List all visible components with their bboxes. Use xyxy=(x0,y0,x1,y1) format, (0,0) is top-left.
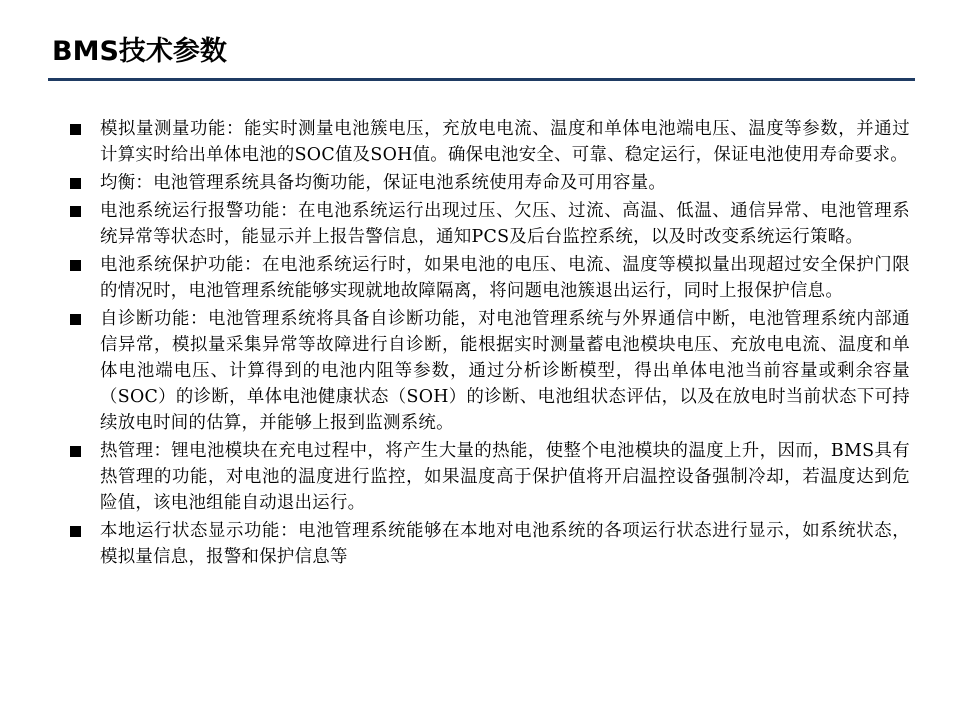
bullet-text: 均衡：电池管理系统具备均衡功能，保证电池系统使用寿命及可用容量。 xyxy=(100,173,667,193)
square-bullet-icon xyxy=(70,124,81,135)
bullet-item-alarm xyxy=(70,198,910,250)
bullet-item-thermal-management xyxy=(70,438,910,516)
square-bullet-icon xyxy=(70,314,81,325)
bullet-text: 电池系统保护功能：在电池系统运行时，如果电池的电压、电流、温度等模拟量出现超过安全保护门限的情况时，电池管理系统能够实现就地故障隔离，将问题电池簇退出运行，同时上报保护信息。 xyxy=(100,255,910,301)
bullet-text: 自诊断功能：电池管理系统将具备自诊断功能，对电池管理系统与外界通信中断，电池管理系统内部通信异常，模拟量采集异常等故障进行自诊断，能根据实时测量蓄电池模块电压、充放电电流、温度和单体电池端电压、计算得到的电池内阻等参数，通过分析诊断模型，得出单体电池当前容量或剩余容量（SOC）的诊断，单体电池健康状态（SOH）的诊断、电池组状态评估，以及在放电时当前状态下可持续放电时间的估算，并能够上报到监测系统。 xyxy=(100,309,910,433)
bullet-text: 热管理：锂电池模块在充电过程中，将产生大量的热能，使整个电池模块的温度上升，因而，BMS具有热管理的功能，对电池的温度进行监控，如果温度高于保护值将开启温控设备强制冷却，若温度达到危险值，该电池组能自动退出运行。 xyxy=(100,441,910,513)
title-divider xyxy=(48,78,915,81)
bullet-item-balancing xyxy=(70,170,910,196)
bullet-list xyxy=(70,116,910,572)
bullet-item-protection xyxy=(70,252,910,304)
bullet-item-self-diagnosis xyxy=(70,306,910,436)
bullet-text: 模拟量测量功能：能实时测量电池簇电压，充放电电流、温度和单体电池端电压、温度等参数，并通过计算实时给出单体电池的SOC值及SOH值。确保电池安全、可靠、稳定运行，保证电池使用寿命要求。 xyxy=(100,119,910,165)
bullet-text: 电池系统运行报警功能：在电池系统运行出现过压、欠压、过流、高温、低温、通信异常、电池管理系统异常等状态时，能显示并上报告警信息，通知PCS及后台监控系统，以及时改变系统运行策略。 xyxy=(100,201,910,247)
bullet-item-local-display xyxy=(70,518,910,570)
slide-title: BMS技术参数 xyxy=(52,36,227,67)
bullet-item-analog-measurement xyxy=(70,116,910,168)
square-bullet-icon xyxy=(70,178,81,189)
bullet-text: 本地运行状态显示功能：电池管理系统能够在本地对电池系统的各项运行状态进行显示，如系统状态，模拟量信息，报警和保护信息等 xyxy=(100,521,910,567)
square-bullet-icon xyxy=(70,206,81,217)
square-bullet-icon xyxy=(70,526,81,537)
square-bullet-icon xyxy=(70,446,81,457)
square-bullet-icon xyxy=(70,260,81,271)
